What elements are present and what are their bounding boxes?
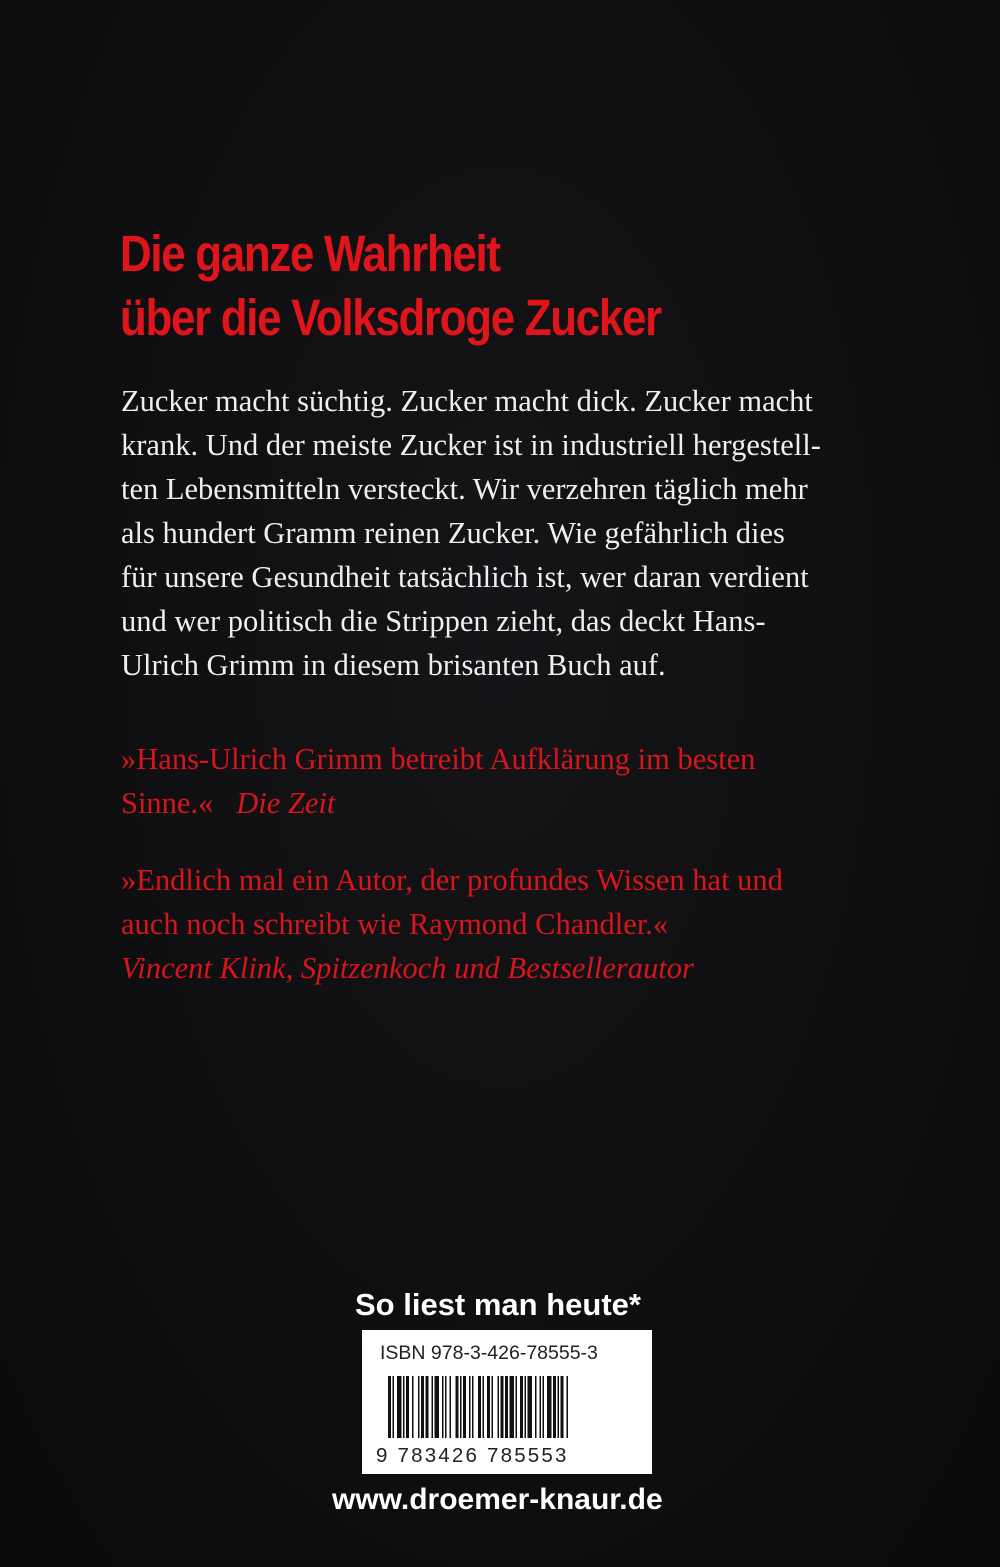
quote-line-with-source [121, 781, 941, 825]
barcode-bar [460, 1376, 462, 1438]
barcode-digits: 9 783426 785553 [376, 1444, 569, 1466]
publisher-tagline: So liest man heute* [355, 1287, 641, 1322]
review-quote-vincent-klink [121, 858, 941, 990]
barcode-bar [456, 1376, 459, 1438]
barcode-bar [535, 1376, 537, 1438]
barcode-bar [432, 1376, 434, 1438]
blurb-line: als hundert Gramm reinen Zucker. Wie gefährlich dies [121, 516, 785, 550]
barcode-bar [478, 1376, 481, 1438]
barcode-bar [553, 1376, 556, 1438]
quote-line: »Hans-Ulrich Grimm betreibt Aufklärung im besten [121, 742, 756, 776]
barcode-bar [516, 1376, 518, 1438]
barcode-bar [403, 1376, 405, 1438]
barcode-bar [505, 1376, 508, 1438]
barcode-bar [406, 1376, 409, 1438]
barcode-bar [501, 1376, 504, 1438]
barcode-bar [463, 1376, 466, 1438]
barcode-bar [421, 1376, 424, 1438]
blurb-line: und wer politisch die Strippen zieht, das deckt Hans- [121, 604, 766, 638]
barcode-bar [558, 1376, 560, 1438]
barcode-bar [525, 1376, 527, 1438]
barcode-bar [388, 1376, 391, 1438]
barcode-bar [393, 1376, 395, 1438]
barcode-bar [472, 1376, 474, 1438]
barcode-bar [567, 1376, 569, 1438]
barcode-bar [487, 1376, 490, 1438]
blurb-line: Ulrich Grimm in diesem brisanten Buch auf. [121, 648, 666, 682]
barcode-bar [543, 1376, 545, 1438]
barcode-bar [397, 1376, 402, 1438]
blurb-line: krank. Und der meiste Zucker ist in industriell hergestell- [121, 428, 821, 462]
review-quote-die-zeit [121, 737, 941, 825]
headline-line-2: über die Volksdroge Zucker [120, 289, 661, 346]
barcode-bar [492, 1376, 494, 1438]
publisher-website: www.droemer-knaur.de [332, 1483, 663, 1516]
barcode-bar [520, 1376, 523, 1438]
barcode-bar [540, 1376, 542, 1438]
barcode-bar [442, 1376, 444, 1438]
barcode-bar [498, 1376, 500, 1438]
barcode-bar [528, 1376, 533, 1438]
barcode-bar [426, 1376, 429, 1438]
quote-source: Die Zeit [236, 786, 336, 820]
blurb-text [121, 379, 921, 687]
headline [120, 222, 825, 350]
barcode-bar [412, 1376, 414, 1438]
blurb-line: ten Lebensmitteln versteckt. Wir verzehren täglich mehr [121, 472, 808, 506]
quote-line: »Endlich mal ein Autor, der profundes Wissen hat und [121, 863, 783, 897]
barcode-bar [450, 1376, 452, 1438]
quote-source: Vincent Klink, Spitzenkoch und Bestsellerautor [121, 951, 694, 985]
barcode-bar [483, 1376, 485, 1438]
barcode-bar [445, 1376, 447, 1438]
barcode-bar [469, 1376, 471, 1438]
quote-line: auch noch schreibt wie Raymond Chandler.« [121, 907, 669, 941]
barcode-bar [435, 1376, 440, 1438]
blurb-line: für unsere Gesundheit tatsächlich ist, wer daran verdient [121, 560, 809, 594]
barcode-bar [547, 1376, 552, 1438]
barcode-icon [374, 1376, 640, 1466]
quote-line: Sinne.« [121, 786, 214, 820]
isbn-barcode-label [362, 1330, 652, 1474]
headline-line-1: Die ganze Wahrheit [120, 225, 500, 282]
barcode-bar [510, 1376, 515, 1438]
blurb-line: Zucker macht süchtig. Zucker macht dick. Zucker macht [121, 384, 813, 418]
isbn-number: ISBN 978-3-426-78555-3 [380, 1342, 598, 1364]
barcode-bar [561, 1376, 564, 1438]
barcode-bar [418, 1376, 420, 1438]
